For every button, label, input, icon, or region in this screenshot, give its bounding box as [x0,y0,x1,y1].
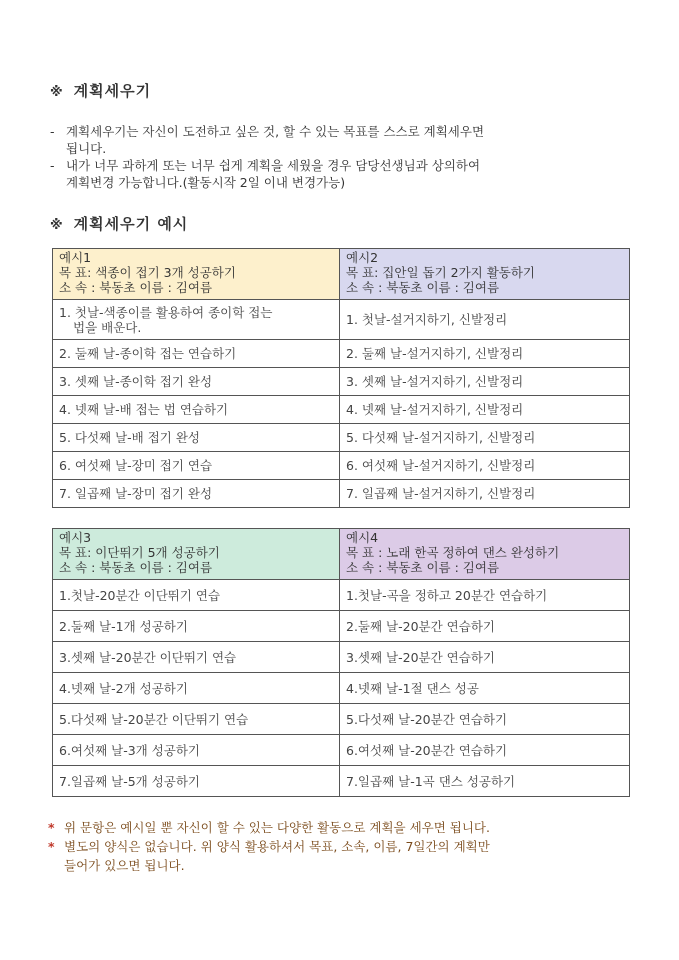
plan-cell: 2. 둘째 날-종이학 접는 연습하기 [53,340,340,368]
intro-line: 내가 너무 과하게 또는 너무 쉽게 계획을 세웠을 경우 담당선생님과 상의하여 [66,158,481,173]
dash-icon: - [50,124,55,139]
plan-cell: 3.셋째 날-20분간 연습하기 [340,642,630,673]
plan-cell: 5.다섯째 날-20분간 연습하기 [340,704,630,735]
plan-cell: 4.넷째 날-1절 댄스 성공 [340,673,630,704]
reference-mark-icon: ※ [50,85,64,100]
example-4-header [340,529,630,580]
section-title-examples [50,213,188,234]
plan-cell: 6.여섯째 날-20분간 연습하기 [340,735,630,766]
plan-cell: 1. 첫날-설거지하기, 신발정리 [340,300,630,340]
table-row [53,642,630,673]
plan-cell: 6. 여섯째 날-설거지하기, 신발정리 [340,452,630,480]
table-row [53,368,630,396]
example-1-header [53,249,340,300]
asterisk-icon: * [48,820,55,835]
plan-cell: 6. 여섯째 날-장미 접기 연습 [53,452,340,480]
footnote-line: 위 문항은 예시일 뿐 자신이 할 수 있는 다양한 활동으로 계획을 세우면 됩니다. [64,820,490,835]
footnote-line: 들어가 있으면 됩니다. [64,858,185,873]
intro-bullet [50,123,630,157]
plan-cell-line: 1. 첫날-색종이를 활용하여 종이학 접는 [59,304,273,320]
plan-cell: 5. 다섯째 날-설거지하기, 신발정리 [340,424,630,452]
plan-cell: 2. 둘째 날-설거지하기, 신발정리 [340,340,630,368]
plan-cell: 2.둘째 날-1개 성공하기 [53,611,340,642]
plan-cell: 7.일곱째 날-1곡 댄스 성공하기 [340,766,630,797]
example-table-1-2 [52,248,630,508]
plan-cell: 4.넷째 날-2개 성공하기 [53,673,340,704]
section-title-plan [50,80,151,101]
plan-cell: 6.여섯째 날-3개 성공하기 [53,735,340,766]
example-3-header [53,529,340,580]
table-row [53,673,630,704]
footnotes [48,818,638,875]
plan-cell [53,300,340,340]
plan-cell: 5. 다섯째 날-배 접기 완성 [53,424,340,452]
plan-cell: 1.첫날-20분간 이단뛰기 연습 [53,580,340,611]
plan-cell: 1.첫날-곡을 정하고 20분간 연습하기 [340,580,630,611]
example-name: 예시3 [59,530,92,545]
plan-cell: 4. 넷째 날-설거지하기, 신발정리 [340,396,630,424]
plan-cell: 3. 셋째 날-설거지하기, 신발정리 [340,368,630,396]
example-info: 소 속 : 북동초 이름 : 김여름 [59,560,213,575]
plan-cell: 7.일곱째 날-5개 성공하기 [53,766,340,797]
example-2-header [340,249,630,300]
table-row [53,396,630,424]
plan-cell: 5.다섯째 날-20분간 이단뛰기 연습 [53,704,340,735]
table-row [53,452,630,480]
reference-mark-icon: ※ [50,218,64,233]
example-info: 소 속 : 북동초 이름 : 김여름 [59,280,213,295]
section-title-text: 계획세우기 [73,82,152,100]
example-goal: 목 표 : 노래 한곡 정하여 댄스 완성하기 [346,545,560,560]
intro-bullet [50,157,630,191]
footnote [48,837,638,875]
table-row [53,735,630,766]
example-table-3-4 [52,528,630,797]
plan-cell: 3. 셋째 날-종이학 접기 완성 [53,368,340,396]
table-row [53,340,630,368]
plan-cell: 3.셋째 날-20분간 이단뛰기 연습 [53,642,340,673]
table-row [53,580,630,611]
table-row [53,766,630,797]
example-goal: 목 표: 이단뛰기 5개 성공하기 [59,545,220,560]
example-goal: 목 표: 집안일 돕기 2가지 활동하기 [346,265,536,280]
asterisk-icon: * [48,839,55,854]
footnote [48,818,638,837]
example-goal: 목 표: 색종이 접기 3개 성공하기 [59,265,236,280]
plan-cell: 7. 일곱째 날-설거지하기, 신발정리 [340,480,630,508]
table-row [53,611,630,642]
table-row [53,480,630,508]
table-row [53,704,630,735]
plan-cell-line: 법을 배운다. [73,319,142,335]
intro-instructions [50,123,630,191]
plan-cell: 2.둘째 날-20분간 연습하기 [340,611,630,642]
example-info: 소 속 : 북동초 이름 : 김여름 [346,280,500,295]
section-title-text: 계획세우기 예시 [73,215,189,233]
plan-cell: 4. 넷째 날-배 접는 법 연습하기 [53,396,340,424]
intro-line: 됩니다. [66,141,107,156]
example-name: 예시4 [346,530,379,545]
example-info: 소 속 : 북동초 이름 : 김여름 [346,560,500,575]
dash-icon: - [50,158,55,173]
table-row [53,300,630,340]
table-row [53,424,630,452]
intro-line: 계획세우기는 자신이 도전하고 싶은 것, 할 수 있는 목표를 스스로 계획세우면 [66,124,485,139]
plan-cell: 7. 일곱째 날-장미 접기 완성 [53,480,340,508]
intro-line: 계획변경 가능합니다.(활동시작 2일 이내 변경가능) [66,175,346,190]
example-name: 예시2 [346,250,379,265]
footnote-line: 별도의 양식은 없습니다. 위 양식 활용하셔서 목표, 소속, 이름, 7일간의 계획만 [64,839,490,854]
example-name: 예시1 [59,250,92,265]
